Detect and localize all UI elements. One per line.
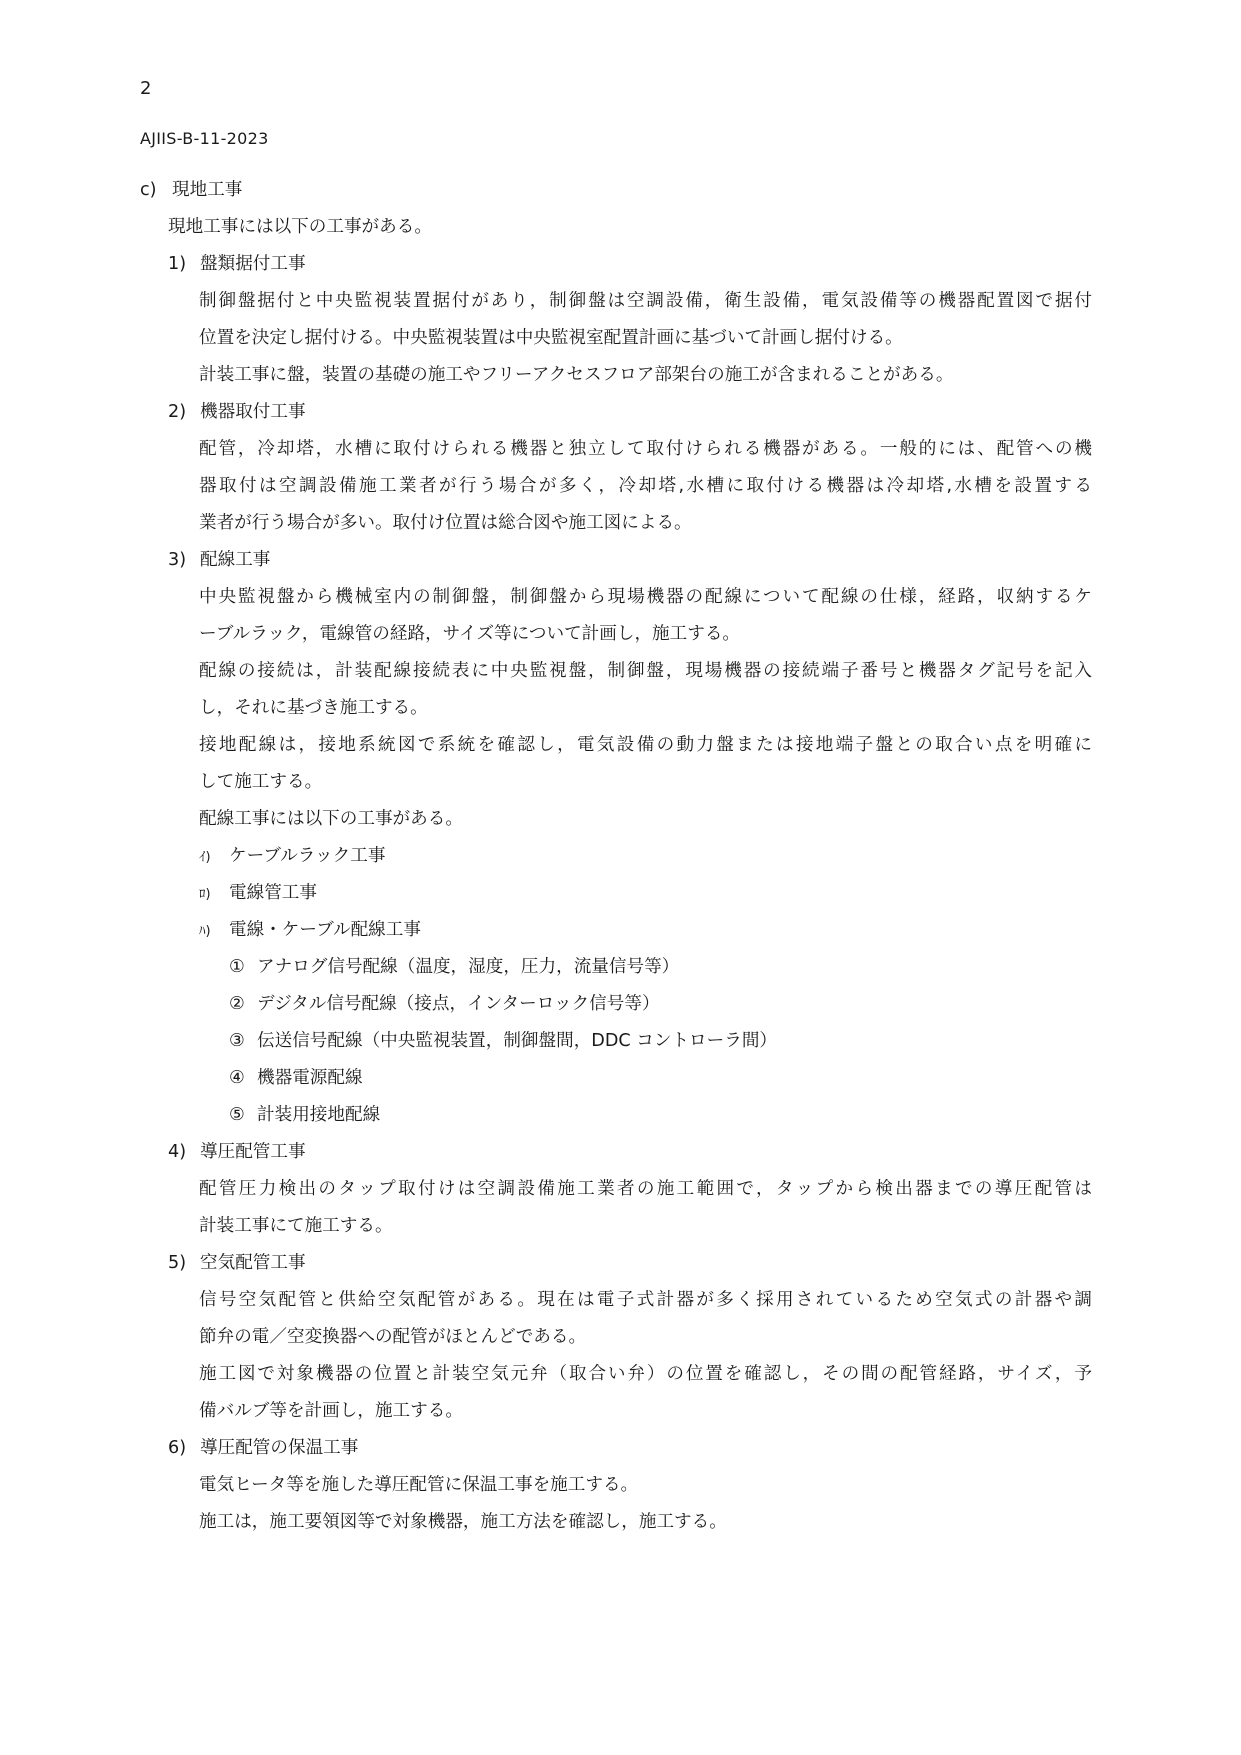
paragraph-line: 業者が行う場合が多い。取付け位置は総合図や施工図による。 [199,513,692,533]
paragraph-line: ーブルラック，電線管の経路，サイズ等について計画し，施工する。 [199,624,741,644]
paragraph-line: 制御盤据付と中央監視装置据付があり，制御盤は空調設備，衛生設備，電気設備等の機器配置図で据付 [199,291,1092,311]
section-label: c) [140,180,157,200]
circled-text: アナログ信号配線（温度，湿度，圧力，流量信号等） [257,957,680,977]
item-title: 空気配管工事 [200,1253,306,1273]
paragraph-line: 器取付は空調設備施工業者が行う場合が多く，冷却塔,水槽に取付ける機器は冷却塔,水槽を設置する [199,476,1092,496]
circled-text: 計装用接地配線 [257,1105,381,1125]
paragraph-line: 位置を決定し据付ける。中央監視装置は中央監視室配置計画に基づいて計画し据付ける。 [199,328,903,348]
item-label: 3) [168,550,187,570]
subitem-title: 電線管工事 [229,883,317,903]
circled-item [229,1060,1241,1097]
circled-label: ① [229,957,245,977]
item-title: 配線工事 [200,550,271,570]
circled-label: ⑤ [229,1105,245,1125]
paragraph-line: し，それに基づき施工する。 [199,698,428,718]
paragraph-line: 節弁の電／空変換器への配管がほとんどである。 [199,1327,587,1347]
subitem-label: ｲ) [199,850,211,865]
circled-text: 伝送信号配線（中央監視装置，制御盤間，DDC コントローラ間） [257,1031,778,1051]
paragraph-line: 信号空気配管と供給空気配管がある。現在は電子式計器が多く採用されているため空気式の計器や調 [199,1290,1092,1310]
page-number: 2 [140,78,152,99]
item-title: 機器取付工事 [200,402,306,422]
paragraph-line: 備バルブ等を計画し，施工する。 [199,1401,463,1421]
paragraph-line: して施工する。 [199,772,323,792]
circled-label: ② [229,994,245,1014]
section-heading [140,172,1241,209]
item-label: 2) [168,402,187,422]
circled-label: ③ [229,1031,245,1051]
item-title: 盤類据付工事 [200,254,306,274]
paragraph-line: 計装工事に盤，装置の基礎の施工やフリーアクセスフロア部架台の施工が含まれることがある。 [199,365,954,385]
item-label: 5) [168,1253,187,1273]
item-heading [168,1134,1241,1171]
paragraph-line: 中央監視盤から機械室内の制御盤，制御盤から現場機器の配線について配線の仕様，経路，収納するケ [199,587,1092,607]
paragraph-line: 配線の接続は，計装配線接続表に中央監視盤，制御盤，現場機器の接続端子番号と機器タグ記号を記入 [199,661,1092,681]
subitem-title: 電線・ケーブル配線工事 [229,920,421,940]
item-heading [168,1245,1241,1282]
subitem-label: ﾊ) [199,924,211,939]
paragraph-line: 配線工事には以下の工事がある。 [199,809,463,829]
document-id: AJIIS-B-11-2023 [140,129,269,148]
item-title: 導圧配管の保温工事 [200,1438,359,1458]
document-body [0,172,1241,1541]
paragraph-line: 施工は，施工要領図等で対象機器，施工方法を確認し，施工する。 [199,1512,727,1532]
item-heading [168,1430,1241,1467]
item-title: 導圧配管工事 [200,1142,306,1162]
item-heading [168,542,1241,579]
circled-text: 機器電源配線 [257,1068,363,1088]
item-heading [168,394,1241,431]
subitem-title: ケーブルラック工事 [229,846,386,866]
section-title: 現地工事 [172,180,243,200]
circled-item [229,1097,1241,1134]
item-label: 1) [168,254,187,274]
subitem-label: ﾛ) [199,887,211,902]
item-label: 4) [168,1142,187,1162]
paragraph-line: 接地配線は，接地系統図で系統を確認し，電気設備の動力盤または接地端子盤との取合い点を明確に [199,735,1092,755]
subitem [199,838,1241,875]
paragraph-line: 電気ヒータ等を施した導圧配管に保温工事を施工する。 [199,1475,639,1495]
subitem [199,912,1241,949]
item-heading [168,246,1241,283]
circled-label: ④ [229,1068,245,1088]
section-intro: 現地工事には以下の工事がある。 [168,217,432,237]
item-label: 6) [168,1438,187,1458]
paragraph-line: 配管，冷却塔，水槽に取付けられる機器と独立して取付けられる機器がある。一般的には、配管への機 [199,439,1092,459]
paragraph-line: 配管圧力検出のタップ取付けは空調設備施工業者の施工範囲で，タップから検出器までの導圧配管は [199,1179,1092,1199]
circled-item [229,986,1241,1023]
circled-item [229,1023,1241,1060]
paragraph-line: 施工図で対象機器の位置と計装空気元弁（取合い弁）の位置を確認し，その間の配管経路，サイズ，予 [199,1364,1092,1384]
subitem [199,875,1241,912]
paragraph-line: 計装工事にて施工する。 [199,1216,393,1236]
circled-text: デジタル信号配線（接点，インターロック信号等） [257,994,660,1014]
circled-item [229,949,1241,986]
